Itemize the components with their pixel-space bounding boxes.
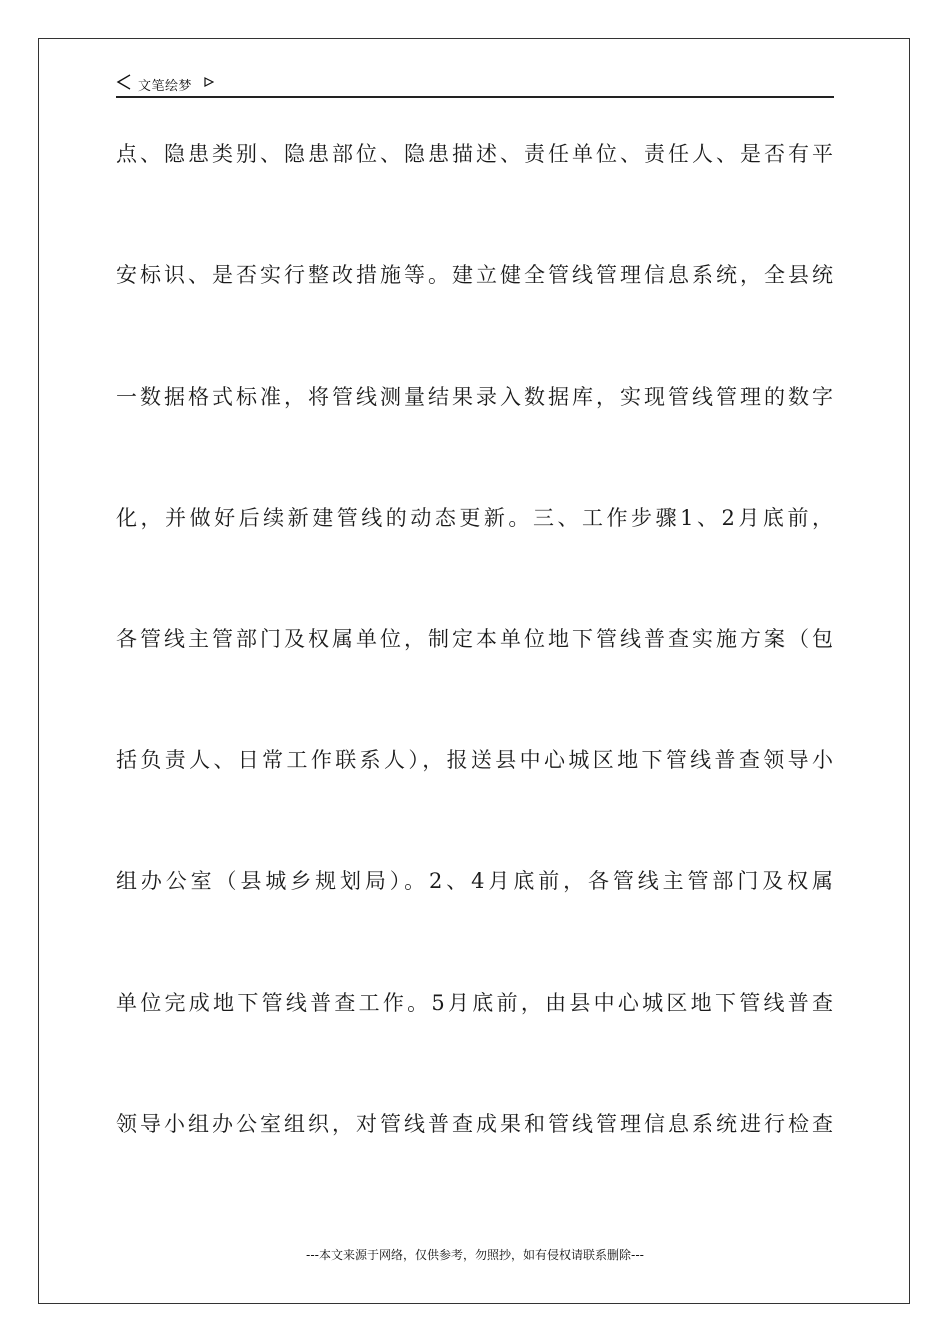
text-line: 点、隐患类别、隐患部位、隐患描述、责任单位、责任人、是否有平: [116, 142, 834, 166]
text-line: 各管线主管部门及权属单位，制定本单位地下管线普查实施方案（包: [116, 627, 834, 651]
text-line: 一数据格式标准，将管线测量结果录入数据库，实现管线管理的数字: [116, 385, 834, 409]
header-brand: 文笔绘梦: [138, 79, 193, 94]
text-line: 括负责人、日常工作联系人），报送县中心城区地下管线普查领导小: [116, 748, 834, 772]
text-line: 组办公室（县城乡规划局）。2、4月底前，各管线主管部门及权属: [116, 869, 834, 893]
text-line: 单位完成地下管线普查工作。5月底前，由县中心城区地下管线普查: [116, 991, 834, 1015]
triangle-left-outline-icon: [116, 74, 132, 90]
text-line: 领导小组办公室组织，对管线普查成果和管线管理信息系统进行检查: [116, 1112, 834, 1136]
triangle-right-outline-icon: [204, 77, 214, 87]
page-header: [116, 72, 834, 98]
text-line: 化，并做好后续新建管线的动态更新。三、工作步骤1、2月底前，: [116, 506, 834, 530]
footer-notice: ---本文来源于网络，仅供参考，勿照抄，如有侵权请联系删除---: [306, 1248, 644, 1262]
text-line: 安标识、是否实行整改措施等。建立健全管线管理信息系统，全县统: [116, 263, 834, 287]
